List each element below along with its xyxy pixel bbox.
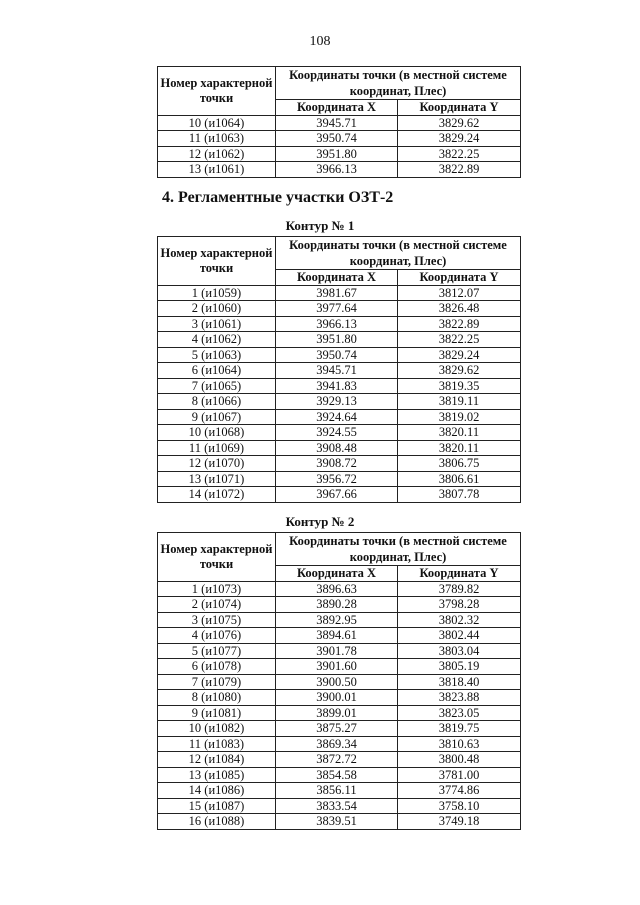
table-row [158,690,521,706]
point-number-cell: 3 (и1075) [158,612,276,628]
header-coordinate-y: Координата Y [398,270,521,286]
coordinate-x-cell: 3908.48 [276,440,398,456]
coordinate-y-cell: 3829.24 [398,131,521,147]
coordinate-y-cell: 3823.88 [398,690,521,706]
point-number-cell: 7 (и1079) [158,674,276,690]
coordinate-y-cell: 3800.48 [398,752,521,768]
table-row [158,347,521,363]
header-coordinate-x: Координата X [276,270,398,286]
coordinate-x-cell: 3901.78 [276,643,398,659]
coordinate-x-cell: 3854.58 [276,767,398,783]
table-row [158,798,521,814]
coordinate-x-cell: 3981.67 [276,285,398,301]
point-number-cell: 13 (и1085) [158,767,276,783]
coordinate-y-cell: 3819.75 [398,721,521,737]
table-row [158,285,521,301]
point-number-cell: 13 (и1071) [158,471,276,487]
table-row [158,487,521,503]
header-point-number: Номер характерной точки [158,237,276,286]
point-number-cell: 14 (и1072) [158,487,276,503]
point-number-cell: 10 (и1068) [158,425,276,441]
coordinate-y-cell: 3807.78 [398,487,521,503]
point-number-cell: 9 (и1067) [158,409,276,425]
coordinate-x-cell: 3924.55 [276,425,398,441]
coordinate-y-cell: 3803.04 [398,643,521,659]
point-number-cell: 2 (и1060) [158,301,276,317]
coordinate-x-cell: 3956.72 [276,471,398,487]
contour-1-table [157,236,521,503]
coordinate-y-cell: 3789.82 [398,581,521,597]
table-row [158,752,521,768]
coordinate-y-cell: 3822.25 [398,146,521,162]
point-number-cell: 6 (и1078) [158,659,276,675]
point-number-cell: 1 (и1059) [158,285,276,301]
table-row [158,767,521,783]
table-row [158,783,521,799]
coordinate-y-cell: 3805.19 [398,659,521,675]
table-row [158,736,521,752]
coordinate-y-cell: 3806.61 [398,471,521,487]
header-coordinate-x: Координата X [276,566,398,582]
table-row [158,440,521,456]
header-coordinate-x: Координата X [276,100,398,116]
coordinate-y-cell: 3818.40 [398,674,521,690]
table-row [158,674,521,690]
point-number-cell: 7 (и1065) [158,378,276,394]
table-row [158,659,521,675]
point-number-cell: 1 (и1073) [158,581,276,597]
coordinate-y-cell: 3829.62 [398,115,521,131]
point-number-cell: 12 (и1084) [158,752,276,768]
table-row [158,162,521,178]
coordinate-x-cell: 3872.72 [276,752,398,768]
table-row [158,409,521,425]
coordinate-x-cell: 3977.64 [276,301,398,317]
point-number-cell: 9 (и1081) [158,705,276,721]
point-number-cell: 3 (и1061) [158,316,276,332]
section-title: 4. Регламентные участки ОЗТ-2 [162,189,394,206]
contour-2-title: Контур № 2 [285,514,355,529]
coordinate-x-cell: 3875.27 [276,721,398,737]
coordinate-x-cell: 3945.71 [276,115,398,131]
table-row [158,721,521,737]
header-coordinates: Координаты точки (в местной системе координат, Плес) [276,237,521,270]
coordinate-x-cell: 3890.28 [276,597,398,613]
point-number-cell: 10 (и1082) [158,721,276,737]
table-row [158,581,521,597]
point-number-cell: 8 (и1080) [158,690,276,706]
point-number-cell: 11 (и1069) [158,440,276,456]
coordinate-y-cell: 3774.86 [398,783,521,799]
coordinate-x-cell: 3869.34 [276,736,398,752]
table-row [158,394,521,410]
header-coordinates: Координаты точки (в местной системе координат, Плес) [276,533,521,566]
point-number-cell: 12 (и1070) [158,456,276,472]
coordinate-y-cell: 3823.05 [398,705,521,721]
table-row [158,597,521,613]
table-row [158,471,521,487]
coordinate-y-cell: 3819.11 [398,394,521,410]
coordinate-y-cell: 3812.07 [398,285,521,301]
coordinate-x-cell: 3856.11 [276,783,398,799]
point-number-cell: 4 (и1062) [158,332,276,348]
coordinate-x-cell: 3894.61 [276,628,398,644]
point-number-cell: 2 (и1074) [158,597,276,613]
table-row [158,612,521,628]
coordinate-y-cell: 3820.11 [398,440,521,456]
table-row [158,301,521,317]
header-coordinates: Координаты точки (в местной системе координат, Плес) [276,67,521,100]
coordinate-x-cell: 3966.13 [276,316,398,332]
point-number-cell: 12 (и1062) [158,146,276,162]
coordinate-y-cell: 3829.62 [398,363,521,379]
table-row [158,456,521,472]
header-point-number: Номер характерной точки [158,533,276,582]
point-number-cell: 16 (и1088) [158,814,276,830]
point-number-cell: 5 (и1077) [158,643,276,659]
point-number-cell: 10 (и1064) [158,115,276,131]
coordinate-x-cell: 3945.71 [276,363,398,379]
contour-1-title: Контур № 1 [285,218,355,233]
table-row [158,115,521,131]
point-number-cell: 14 (и1086) [158,783,276,799]
coordinate-x-cell: 3967.66 [276,487,398,503]
coordinate-y-cell: 3806.75 [398,456,521,472]
coordinate-x-cell: 3950.74 [276,131,398,147]
coordinate-y-cell: 3826.48 [398,301,521,317]
header-coordinate-y: Координата Y [398,566,521,582]
point-number-cell: 8 (и1066) [158,394,276,410]
coordinate-y-cell: 3822.25 [398,332,521,348]
coordinate-x-cell: 3892.95 [276,612,398,628]
coordinate-x-cell: 3900.01 [276,690,398,706]
coordinate-y-cell: 3810.63 [398,736,521,752]
coordinate-y-cell: 3749.18 [398,814,521,830]
coordinate-x-cell: 3908.72 [276,456,398,472]
coordinate-x-cell: 3951.80 [276,332,398,348]
table-row [158,425,521,441]
coordinate-y-cell: 3822.89 [398,316,521,332]
coordinate-x-cell: 3896.63 [276,581,398,597]
coordinate-x-cell: 3924.64 [276,409,398,425]
page-number: 108 [309,34,331,49]
coordinate-y-cell: 3758.10 [398,798,521,814]
coordinate-y-cell: 3781.00 [398,767,521,783]
table-row [158,378,521,394]
point-number-cell: 4 (и1076) [158,628,276,644]
coordinates-table-continued [157,66,521,178]
table-row [158,643,521,659]
table-row [158,814,521,830]
point-number-cell: 15 (и1087) [158,798,276,814]
coordinate-x-cell: 3941.83 [276,378,398,394]
table-row [158,363,521,379]
coordinate-y-cell: 3819.02 [398,409,521,425]
coordinate-x-cell: 3951.80 [276,146,398,162]
table-row [158,316,521,332]
table-row [158,332,521,348]
coordinate-y-cell: 3822.89 [398,162,521,178]
table-row [158,146,521,162]
coordinate-x-cell: 3929.13 [276,394,398,410]
coordinate-x-cell: 3833.54 [276,798,398,814]
table-row [158,705,521,721]
coordinate-x-cell: 3900.50 [276,674,398,690]
header-point-number: Номер характерной точки [158,67,276,116]
table-row [158,628,521,644]
point-number-cell: 11 (и1083) [158,736,276,752]
coordinate-x-cell: 3966.13 [276,162,398,178]
coordinate-y-cell: 3802.32 [398,612,521,628]
point-number-cell: 5 (и1063) [158,347,276,363]
table-row [158,131,521,147]
coordinate-x-cell: 3839.51 [276,814,398,830]
coordinate-x-cell: 3899.01 [276,705,398,721]
contour-2-table [157,532,521,830]
coordinate-y-cell: 3820.11 [398,425,521,441]
point-number-cell: 6 (и1064) [158,363,276,379]
coordinate-x-cell: 3901.60 [276,659,398,675]
coordinate-y-cell: 3802.44 [398,628,521,644]
point-number-cell: 13 (и1061) [158,162,276,178]
point-number-cell: 11 (и1063) [158,131,276,147]
header-coordinate-y: Координата Y [398,100,521,116]
coordinate-y-cell: 3819.35 [398,378,521,394]
coordinate-x-cell: 3950.74 [276,347,398,363]
coordinate-y-cell: 3798.28 [398,597,521,613]
coordinate-y-cell: 3829.24 [398,347,521,363]
